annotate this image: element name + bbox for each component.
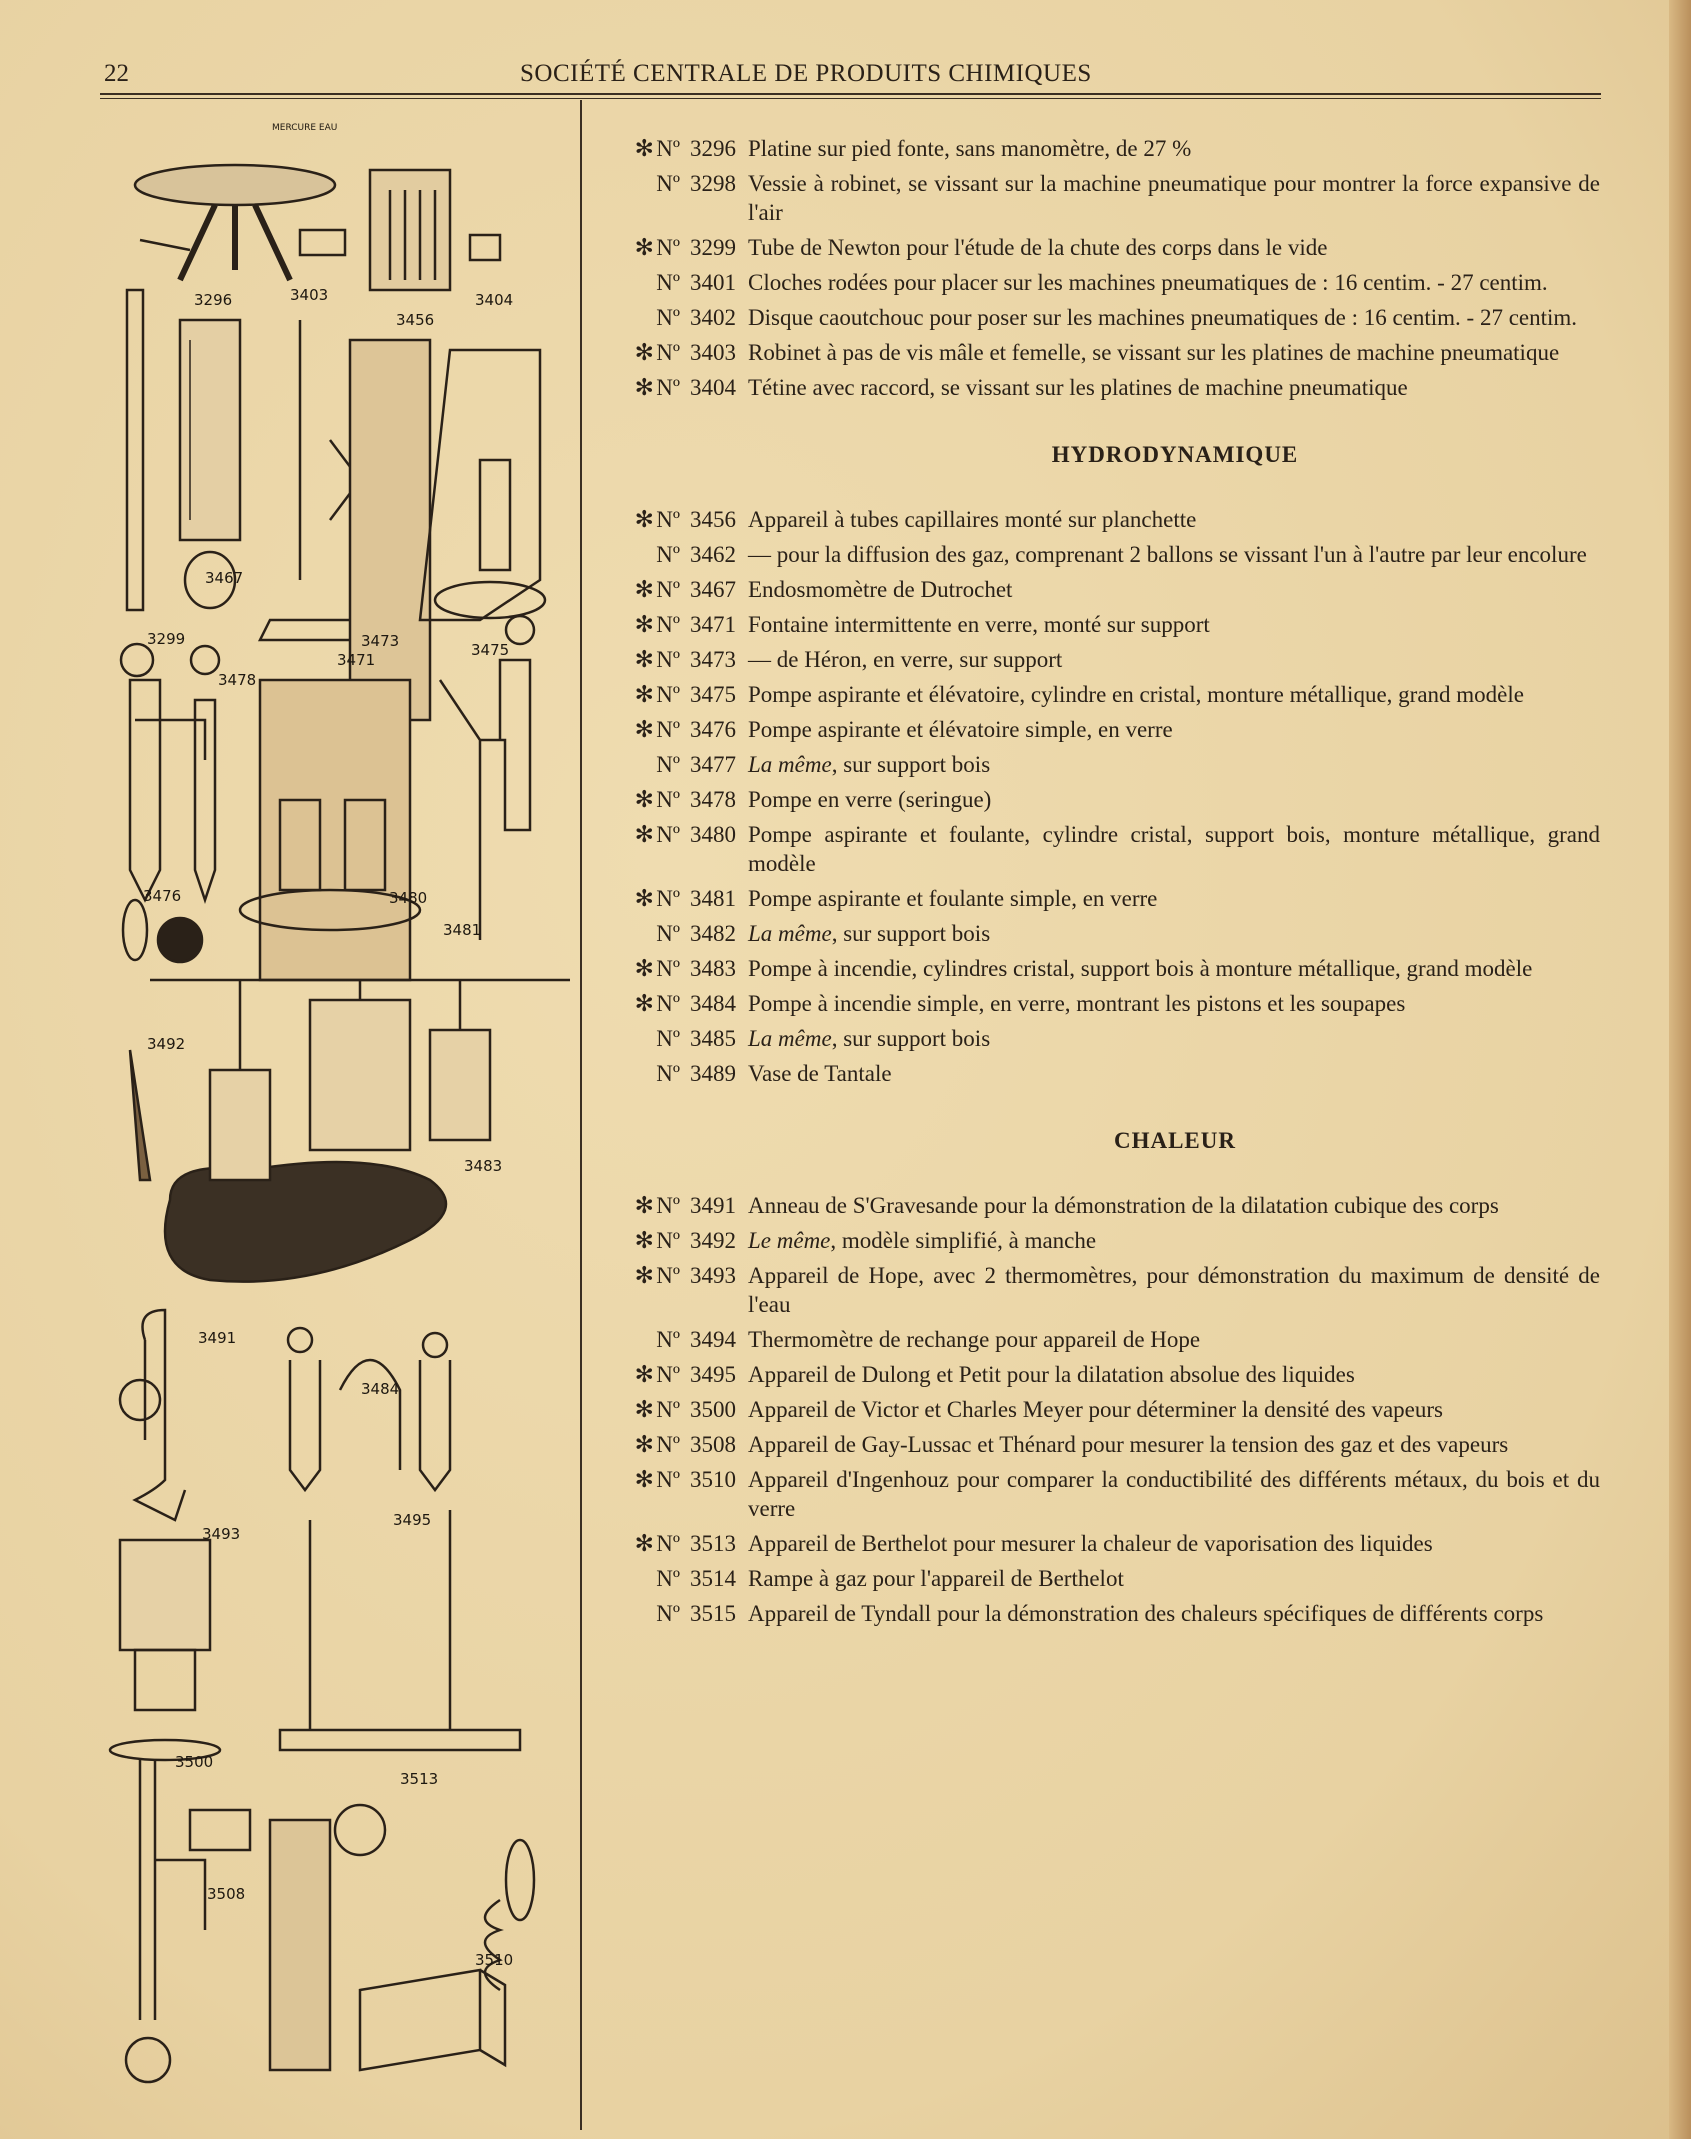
catalog-item — [590, 989, 1600, 1018]
item-description-text: Pompe aspirante et élévatoire simple, en verre — [748, 717, 1173, 742]
catalog-item — [590, 373, 1600, 402]
catalog-item — [590, 1430, 1600, 1459]
star-icon: ✻ — [634, 507, 654, 532]
star-icon — [632, 1564, 656, 1593]
item-description — [748, 1529, 1600, 1558]
item-code: 3296 — [690, 136, 736, 161]
item-number — [590, 820, 748, 878]
item-description-text: Anneau de S'Gravesande pour la démonstration de la dilatation cubique des corps — [748, 1193, 1499, 1218]
item-description-text: Pompe aspirante et foulante simple, en verre — [748, 886, 1158, 911]
item-description-text: Endosmomètre de Dutrochet — [748, 577, 1013, 602]
item-description-text: , sur support bois — [831, 1026, 991, 1051]
item-number — [590, 680, 748, 709]
item-number — [590, 715, 748, 744]
item-description — [748, 715, 1600, 744]
item-code: 3456 — [690, 507, 736, 532]
item-description — [748, 750, 1600, 779]
catalog-item — [590, 884, 1600, 913]
number-prefix: Nº — [656, 991, 680, 1016]
star-icon: ✻ — [634, 1362, 654, 1387]
figure-label: 3467 — [205, 569, 244, 587]
item-description-text: , modèle simplifié, à manche — [830, 1228, 1097, 1253]
item-code: 3481 — [690, 886, 736, 911]
catalog-item — [590, 1024, 1600, 1053]
number-prefix: Nº — [656, 1263, 680, 1288]
item-description-italic: La même — [748, 1026, 832, 1051]
item-description — [748, 820, 1600, 878]
item-number — [590, 268, 748, 297]
catalog-item — [590, 1529, 1600, 1558]
running-header: SOCIÉTÉ CENTRALE DE PRODUITS CHIMIQUES — [520, 60, 1092, 87]
item-number — [590, 1261, 748, 1319]
number-prefix: Nº — [656, 542, 680, 567]
item-number — [590, 785, 748, 814]
figure-label: 3483 — [464, 1157, 503, 1175]
item-description-text: Tube de Newton pour l'étude de la chute des corps dans le vide — [748, 235, 1328, 260]
item-number — [590, 1465, 748, 1523]
star-icon — [632, 919, 656, 948]
item-description — [748, 645, 1600, 674]
item-description — [748, 540, 1600, 569]
item-code: 3402 — [690, 305, 736, 330]
item-description — [748, 1226, 1600, 1255]
item-description-text: Pompe en verre (seringue) — [748, 787, 992, 812]
item-description-text: Robinet à pas de vis mâle et femelle, se vissant sur les platines de machine pneumatique — [748, 340, 1560, 365]
item-number — [590, 989, 748, 1018]
number-prefix: Nº — [656, 612, 680, 637]
star-icon: ✻ — [634, 235, 654, 260]
figure-label: 3403 — [290, 286, 329, 304]
item-description — [748, 303, 1600, 332]
star-icon: ✻ — [634, 1263, 654, 1288]
item-number — [590, 1191, 748, 1220]
catalog-item — [590, 1191, 1600, 1220]
number-prefix: Nº — [656, 956, 680, 981]
star-icon: ✻ — [634, 991, 654, 1016]
star-icon — [632, 1024, 656, 1053]
item-code: 3500 — [690, 1397, 736, 1422]
figure-label: 3495 — [393, 1511, 432, 1529]
item-number — [590, 134, 748, 163]
number-prefix: Nº — [656, 577, 680, 602]
star-icon: ✻ — [634, 375, 654, 400]
item-number — [590, 1599, 748, 1628]
item-number — [590, 919, 748, 948]
item-code: 3473 — [690, 647, 736, 672]
item-description — [748, 233, 1600, 262]
number-prefix: Nº — [656, 787, 680, 812]
star-icon: ✻ — [634, 136, 654, 161]
page-number: 22 — [104, 60, 129, 87]
catalog-item — [590, 540, 1600, 569]
catalog-item — [590, 1395, 1600, 1424]
number-prefix: Nº — [656, 1061, 680, 1086]
item-description — [748, 919, 1600, 948]
catalog-item — [590, 1360, 1600, 1389]
catalog-item — [590, 610, 1600, 639]
number-prefix: Nº — [656, 340, 680, 365]
item-description-text: Appareil de Berthelot pour mesurer la chaleur de vaporisation des liquides — [748, 1531, 1433, 1556]
catalog-item — [590, 268, 1600, 297]
star-icon: ✻ — [634, 1397, 654, 1422]
star-icon — [632, 1325, 656, 1354]
star-icon: ✻ — [634, 682, 654, 707]
number-prefix: Nº — [656, 1228, 680, 1253]
item-number — [590, 954, 748, 983]
item-description — [748, 954, 1600, 983]
catalog-item — [590, 233, 1600, 262]
star-icon: ✻ — [634, 1432, 654, 1457]
item-description-text: Pompe à incendie, cylindres cristal, support bois à monture métallique, grand modèle — [748, 956, 1533, 981]
catalog-item — [590, 919, 1600, 948]
item-number — [590, 169, 748, 227]
item-description-text: Appareil de Tyndall pour la démonstration des chaleurs spécifiques de différents corps — [748, 1601, 1544, 1626]
figure-label: 3471 — [337, 651, 376, 669]
item-description-text: Appareil de Dulong et Petit pour la dilatation absolue des liquides — [748, 1362, 1355, 1387]
item-description — [748, 1599, 1600, 1628]
catalog-item — [590, 785, 1600, 814]
item-description — [748, 1395, 1600, 1424]
item-code: 3510 — [690, 1467, 736, 1492]
item-description — [748, 680, 1600, 709]
item-description-text: Pompe aspirante et foulante, cylindre cristal, support bois, monture métallique, grand modèle — [748, 822, 1600, 876]
catalog-item — [590, 303, 1600, 332]
item-description-text: Appareil de Gay-Lussac et Thénard pour mesurer la tension des gaz et des vapeurs — [748, 1432, 1509, 1457]
item-code: 3493 — [690, 1263, 736, 1288]
item-description-text: — de Héron, en verre, sur support — [748, 647, 1063, 672]
item-description — [748, 1360, 1600, 1389]
item-description — [748, 373, 1600, 402]
star-icon: ✻ — [634, 717, 654, 742]
item-description — [748, 169, 1600, 227]
item-description-text: Pompe à incendie simple, en verre, montrant les pistons et les soupapes — [748, 991, 1406, 1016]
item-code: 3298 — [690, 171, 736, 196]
star-icon: ✻ — [634, 822, 654, 847]
figure-label: 3480 — [389, 889, 428, 907]
item-code: 3475 — [690, 682, 736, 707]
item-code: 3489 — [690, 1061, 736, 1086]
item-description-italic: Le même — [748, 1228, 831, 1253]
item-description-text: Rampe à gaz pour l'appareil de Berthelot — [748, 1566, 1124, 1591]
item-number — [590, 1059, 748, 1088]
star-icon: ✻ — [634, 1531, 654, 1556]
number-prefix: Nº — [656, 136, 680, 161]
catalog-item — [590, 1059, 1600, 1088]
catalog-item — [590, 1465, 1600, 1523]
item-code: 3467 — [690, 577, 736, 602]
item-code: 3462 — [690, 542, 736, 567]
item-description — [748, 1465, 1600, 1523]
figure-label: 3508 — [207, 1885, 246, 1903]
item-description — [748, 785, 1600, 814]
figure-label: 3473 — [361, 632, 400, 650]
item-description-text: Cloches rodées pour placer sur les machines pneumatiques de : 16 centim. - 27 centim. — [748, 270, 1548, 295]
star-icon: ✻ — [634, 1228, 654, 1253]
catalog-item — [590, 1261, 1600, 1319]
item-description-text: Platine sur pied fonte, sans manomètre, de 27 % — [748, 136, 1192, 161]
item-description-text: Appareil de Victor et Charles Meyer pour déterminer la densité des vapeurs — [748, 1397, 1443, 1422]
catalog-item — [590, 169, 1600, 227]
number-prefix: Nº — [656, 305, 680, 330]
catalog-item — [590, 1226, 1600, 1255]
catalog-item — [590, 715, 1600, 744]
item-number — [590, 1529, 748, 1558]
item-description — [748, 268, 1600, 297]
item-description-text: , sur support bois — [831, 921, 991, 946]
item-code: 3476 — [690, 717, 736, 742]
section-heading: CHALEUR — [1113, 1128, 1236, 1153]
catalog-item — [590, 1564, 1600, 1593]
item-description-text: Disque caoutchouc pour poser sur les machines pneumatiques de : 16 centim. - 27 centim. — [748, 305, 1578, 330]
item-code: 3515 — [690, 1601, 736, 1626]
item-number — [590, 338, 748, 367]
star-icon: ✻ — [634, 787, 654, 812]
item-description-text: Pompe aspirante et élévatoire, cylindre en cristal, monture métallique, grand modèle — [748, 682, 1524, 707]
number-prefix: Nº — [656, 1531, 680, 1556]
star-icon — [632, 1599, 656, 1628]
item-code: 3494 — [690, 1327, 736, 1352]
item-description-text: Vessie à robinet, se vissant sur la machine pneumatique pour montrer la force expansive de l'air — [748, 171, 1600, 225]
star-icon: ✻ — [634, 577, 654, 602]
catalog-item — [590, 1599, 1600, 1628]
number-prefix: Nº — [656, 375, 680, 400]
catalog-item — [590, 338, 1600, 367]
number-prefix: Nº — [656, 822, 680, 847]
number-prefix: Nº — [656, 921, 680, 946]
item-description — [748, 1059, 1600, 1088]
header-rule-thin — [100, 98, 1601, 99]
item-code: 3485 — [690, 1026, 736, 1051]
item-description-italic: La même — [748, 752, 832, 777]
item-code: 3471 — [690, 612, 736, 637]
item-number — [590, 1395, 748, 1424]
star-icon: ✻ — [634, 956, 654, 981]
item-number — [590, 884, 748, 913]
item-number — [590, 1024, 748, 1053]
item-description — [748, 575, 1600, 604]
star-icon: ✻ — [634, 340, 654, 365]
item-description — [748, 989, 1600, 1018]
catalog-item — [590, 680, 1600, 709]
figure-label: 3510 — [475, 1951, 514, 1969]
item-number — [590, 645, 748, 674]
catalog-item — [590, 750, 1600, 779]
number-prefix: Nº — [656, 752, 680, 777]
number-prefix: Nº — [656, 1026, 680, 1051]
number-prefix: Nº — [656, 1432, 680, 1457]
number-prefix: Nº — [656, 682, 680, 707]
number-prefix: Nº — [656, 1397, 680, 1422]
item-description-italic: La même — [748, 921, 832, 946]
item-description-text: Appareil d'Ingenhouz pour comparer la conductibilité des différents métaux, du bois et du verre — [748, 1467, 1600, 1521]
item-code: 3483 — [690, 956, 736, 981]
column-divider — [580, 100, 582, 2130]
item-description-text: Appareil de Hope, avec 2 thermomètres, pour démonstration du maximum de densité de l'eau — [748, 1263, 1600, 1317]
number-prefix: Nº — [656, 1601, 680, 1626]
figure-label: 3476 — [143, 887, 182, 905]
item-code: 3404 — [690, 375, 736, 400]
star-icon — [632, 540, 656, 569]
item-description — [748, 1261, 1600, 1319]
figure-label: 3296 — [194, 291, 233, 309]
number-prefix: Nº — [656, 1362, 680, 1387]
item-description — [748, 134, 1600, 163]
item-description-text: Thermomètre de rechange pour appareil de Hope — [748, 1327, 1201, 1352]
item-code: 3477 — [690, 752, 736, 777]
number-prefix: Nº — [656, 1566, 680, 1591]
catalog-list — [590, 134, 1600, 1634]
item-number — [590, 1430, 748, 1459]
star-icon — [632, 268, 656, 297]
item-code: 3403 — [690, 340, 736, 365]
figure-label: 3456 — [396, 311, 435, 329]
number-prefix: Nº — [656, 1467, 680, 1492]
item-code: 3513 — [690, 1531, 736, 1556]
apparatus-illustrations — [100, 120, 570, 2120]
item-code: 3299 — [690, 235, 736, 260]
item-code: 3482 — [690, 921, 736, 946]
number-prefix: Nº — [656, 270, 680, 295]
label-mercure-eau: MERCURE EAU — [272, 123, 338, 133]
figure-label: 3492 — [147, 1035, 186, 1053]
item-number — [590, 1226, 748, 1255]
catalog-item — [590, 645, 1600, 674]
number-prefix: Nº — [656, 171, 680, 196]
apparatus-drawings — [100, 120, 570, 2120]
number-prefix: Nº — [656, 1193, 680, 1218]
item-number — [590, 1325, 748, 1354]
figure-label: 3478 — [218, 671, 257, 689]
number-prefix: Nº — [656, 886, 680, 911]
item-description — [748, 1325, 1600, 1354]
item-code: 3495 — [690, 1362, 736, 1387]
item-number — [590, 610, 748, 639]
item-description-text: Fontaine intermittente en verre, monté sur support — [748, 612, 1210, 637]
figure-label: 3493 — [202, 1525, 241, 1543]
item-number — [590, 1564, 748, 1593]
star-icon — [632, 169, 656, 227]
item-number — [590, 233, 748, 262]
figure-label: 3299 — [147, 630, 186, 648]
item-code: 3508 — [690, 1432, 736, 1457]
item-description — [748, 338, 1600, 367]
catalog-item — [590, 505, 1600, 534]
item-code: 3478 — [690, 787, 736, 812]
number-prefix: Nº — [656, 1327, 680, 1352]
item-number — [590, 540, 748, 569]
item-description-text: Appareil à tubes capillaires monté sur planchette — [748, 507, 1197, 532]
star-icon: ✻ — [634, 886, 654, 911]
item-number — [590, 575, 748, 604]
item-description — [748, 1024, 1600, 1053]
star-icon: ✻ — [634, 647, 654, 672]
header-rule — [100, 93, 1601, 95]
item-number — [590, 505, 748, 534]
star-icon: ✻ — [634, 1467, 654, 1492]
item-description-text: Tétine avec raccord, se vissant sur les platines de machine pneumatique — [748, 375, 1408, 400]
item-description — [748, 505, 1600, 534]
item-number — [590, 303, 748, 332]
item-code: 3514 — [690, 1566, 736, 1591]
star-icon: ✻ — [634, 1193, 654, 1218]
star-icon — [632, 1059, 656, 1088]
figure-label: 3484 — [361, 1380, 400, 1398]
catalog-item — [590, 954, 1600, 983]
star-icon: ✻ — [634, 612, 654, 637]
item-code: 3484 — [690, 991, 736, 1016]
item-code: 3401 — [690, 270, 736, 295]
section-heading: HYDRODYNAMIQUE — [1051, 442, 1299, 467]
item-number — [590, 373, 748, 402]
figure-label: 3513 — [400, 1770, 439, 1788]
star-icon — [632, 303, 656, 332]
item-number — [590, 1360, 748, 1389]
number-prefix: Nº — [656, 507, 680, 532]
item-number — [590, 750, 748, 779]
star-icon — [632, 750, 656, 779]
catalog-item — [590, 1325, 1600, 1354]
item-description — [748, 1430, 1600, 1459]
number-prefix: Nº — [656, 235, 680, 260]
figure-label: 3475 — [471, 641, 510, 659]
catalog-item — [590, 820, 1600, 878]
item-description — [748, 884, 1600, 913]
item-code: 3480 — [690, 822, 736, 847]
item-description — [748, 610, 1600, 639]
catalog-item — [590, 134, 1600, 163]
figure-label: 3500 — [175, 1753, 214, 1771]
page-edge — [1669, 0, 1691, 2139]
item-code: 3492 — [690, 1228, 736, 1253]
item-description-text: — pour la diffusion des gaz, comprenant 2 ballons se vissant l'un à l'autre par leur encolure — [748, 542, 1587, 567]
catalog-item — [590, 575, 1600, 604]
figure-label: 3491 — [198, 1329, 237, 1347]
item-description — [748, 1564, 1600, 1593]
number-prefix: Nº — [656, 647, 680, 672]
item-description-text: Vase de Tantale — [748, 1061, 892, 1086]
item-code: 3491 — [690, 1193, 736, 1218]
figure-label: 3404 — [475, 291, 514, 309]
item-description — [748, 1191, 1600, 1220]
figure-label: 3481 — [443, 921, 482, 939]
number-prefix: Nº — [656, 717, 680, 742]
item-description-text: , sur support bois — [831, 752, 991, 777]
